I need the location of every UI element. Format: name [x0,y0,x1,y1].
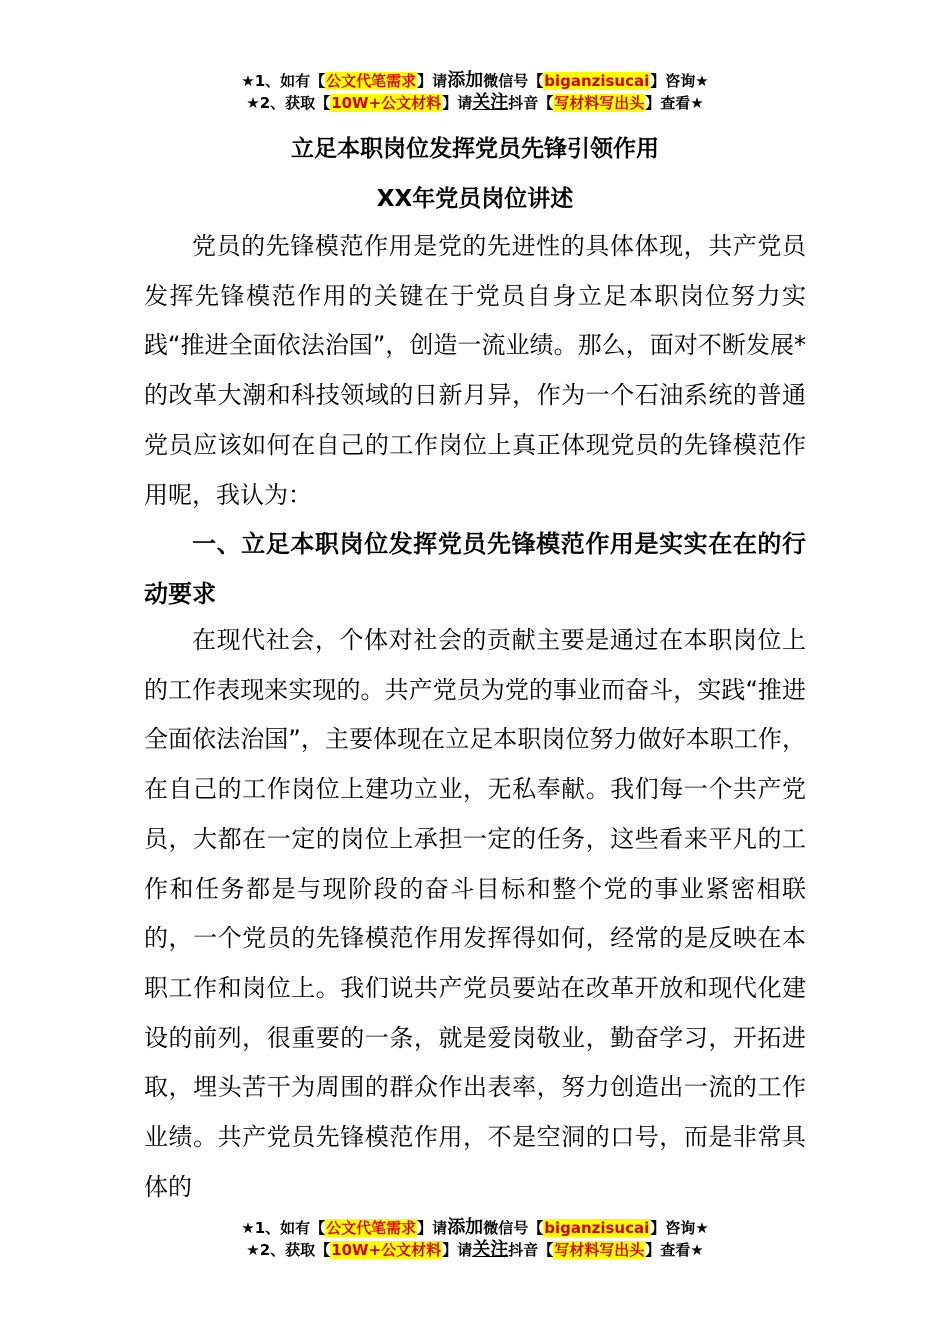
bottom-banner [0,1217,950,1261]
emphasis-text: 添加 [447,70,484,91]
section-heading-text: 一、立足本职岗位发挥党员先锋模范作用是实实在在的行动要求 [144,530,806,608]
banner-text: 】咨询★ [650,1219,709,1237]
emphasis-text: 关注 [472,92,509,113]
emphasis-text: 添加 [447,1217,484,1238]
banner-text: 微信号【 [483,72,544,90]
highlight-text: 10W+公文材料 [331,1241,442,1259]
banner-text: 】查看★ [645,1241,704,1259]
paragraph-1 [144,222,806,520]
banner-line-1 [0,1217,950,1239]
banner-text: 抖音【 [508,1241,554,1259]
top-banner [0,70,950,114]
paragraph-text: 在现代社会，个体对社会的贡献主要是通过在本职岗位上的工作表现来实现的。共产党员为党的事业而奋斗，实践“推进全面依法治国”，主要体现在立足本职岗位努力做好本职工作，在自己的工作岗位上建功立业，无私奉献。我们每一个共产党员，大都在一定的岗位上承担一定的任务，这些看来平凡的工作和任务都是与现阶段的奋斗目标和整个党的事业紧密相联的，一个党员的先锋模范作用发挥得如何，经常的是反映在本职工作和岗位上。我们说共产党员要站在改革开放和现代化建设的前列，很重要的一条，就是爱岗敬业，勤奋学习，开拓进取，埋头苦干为周围的群众作出表率，努力创造出一流的工作业绩。共产党员先锋模范作用，不是空洞的口号，而是非常具体的 [144,626,806,1201]
banner-text: 】查看★ [645,94,704,112]
banner-line-2 [0,92,950,114]
highlight-text: 写材料写出头 [554,94,645,112]
banner-text: ★1、如有【 [241,72,326,90]
banner-text: ★1、如有【 [241,1219,326,1237]
paragraph-2 [144,616,806,1212]
highlight-text: 公文代笔需求 [326,72,417,90]
highlight-text: biganzisucai [544,1219,650,1237]
banner-text: 】请 [417,72,448,90]
banner-text: 】请 [442,1241,473,1259]
banner-text: 】请 [442,94,473,112]
highlight-text: 公文代笔需求 [326,1219,417,1237]
banner-text: 微信号【 [483,1219,544,1237]
banner-line-2 [0,1239,950,1261]
emphasis-text: 关注 [472,1239,509,1260]
banner-text: 】咨询★ [650,72,709,90]
document-title: 立足本职岗位发挥党员先锋引领作用 [291,136,659,162]
document-subtitle: XX年党员岗位讲述 [376,186,574,212]
highlight-text: biganzisucai [544,72,650,90]
highlight-text: 10W+公文材料 [331,94,442,112]
banner-text: ★2、获取【 [246,94,331,112]
banner-text: 】请 [417,1219,448,1237]
banner-line-1 [0,70,950,92]
section-heading-1 [144,520,806,619]
banner-text: ★2、获取【 [246,1241,331,1259]
paragraph-text: 党员的先锋模范作用是党的先进性的具体体现，共产党员发挥先锋模范作用的关键在于党员自身立足本职岗位努力实践“推进全面依法治国”，创造一流业绩。那么，面对不断发展*的改革大潮和科技领域的日新月异，作为一个石油系统的普通党员应该如何在自己的工作岗位上真正体现党员的先锋模范作用呢，我认为： [144,232,806,509]
banner-text: 抖音【 [508,94,554,112]
highlight-text: 写材料写出头 [554,1241,645,1259]
